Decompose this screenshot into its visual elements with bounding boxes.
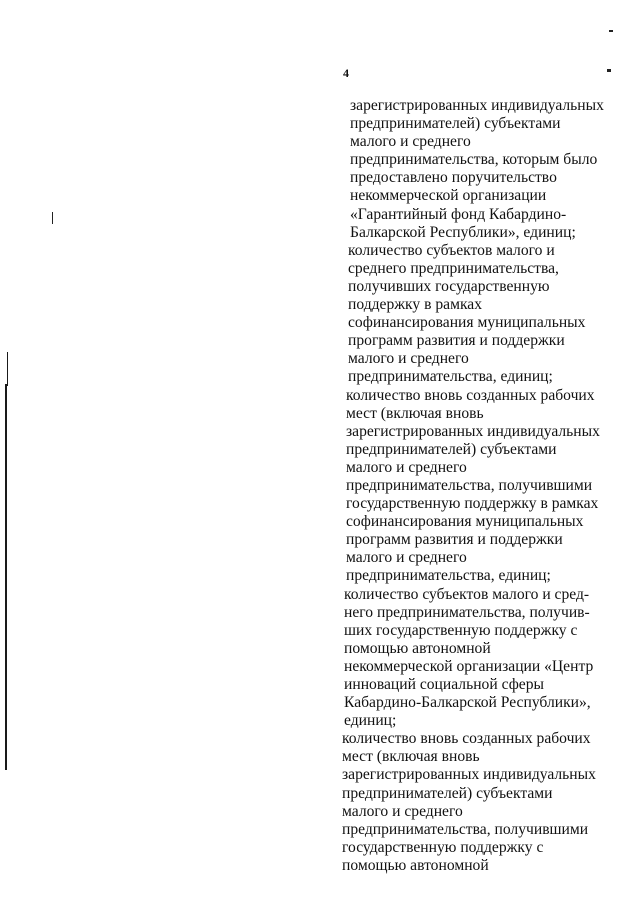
text-line: ших государственную поддержку с bbox=[344, 621, 578, 639]
text-line: количество вновь созданных рабочих bbox=[346, 386, 595, 404]
text-line: него предпринимательства, получив- bbox=[344, 603, 590, 621]
scan-speck bbox=[609, 30, 613, 32]
text-line: софинансирования муниципальных bbox=[348, 314, 586, 332]
text-line: зарегистрированных индивидуальных bbox=[346, 422, 600, 440]
body-text bbox=[340, 97, 630, 875]
text-line: программ развития и поддержки bbox=[346, 531, 563, 549]
text-line: малого и среднего bbox=[342, 802, 463, 820]
text-line: Балкарской Республики», единиц; bbox=[350, 223, 576, 241]
text-line: малого и среднего bbox=[346, 458, 467, 476]
text-line: мест (включая вновь bbox=[342, 748, 480, 766]
text-line: программ развития и поддержки bbox=[348, 332, 565, 350]
text-line: государственную поддержку в рамках bbox=[346, 495, 599, 513]
text-line: количество субъектов малого и bbox=[348, 241, 555, 259]
text-line: предпринимателей) субъектами bbox=[350, 115, 561, 133]
text-line: некоммерческой организации bbox=[350, 187, 547, 205]
text-line: зарегистрированных индивидуальных bbox=[350, 97, 604, 114]
text-line: малого и среднего bbox=[350, 133, 471, 151]
text-line: помощью автономной bbox=[344, 639, 491, 657]
text-line: Кабардино-Балкарской Республики», bbox=[344, 694, 591, 712]
scan-edge-mark bbox=[7, 352, 8, 386]
text-line: мест (включая вновь bbox=[346, 404, 484, 422]
text-line: предпринимательства, которым было bbox=[350, 151, 598, 169]
text-line: предпринимательства, единиц; bbox=[346, 567, 551, 585]
text-line: количество субъектов малого и сред- bbox=[344, 585, 590, 603]
scan-edge-line bbox=[5, 384, 7, 770]
text-line: предоставлено поручительство bbox=[350, 169, 557, 187]
text-line: предпринимательства, единиц; bbox=[348, 368, 553, 386]
text-line: зарегистрированных индивидуальных bbox=[342, 766, 596, 784]
page-number: 4 bbox=[343, 66, 349, 80]
text-line: софинансирования муниципальных bbox=[346, 513, 584, 531]
text-line: малого и среднего bbox=[346, 549, 467, 567]
text-line: единиц; bbox=[344, 712, 397, 730]
text-line: получивших государственную bbox=[348, 277, 550, 295]
text-line: поддержку в рамках bbox=[348, 296, 483, 314]
text-line: некоммерческой организации «Центр bbox=[344, 657, 594, 675]
text-line: «Гарантийный фонд Кабардино- bbox=[350, 205, 567, 223]
text-line: помощью автономной bbox=[342, 856, 489, 874]
text-line: предпринимательства, получившими bbox=[342, 820, 589, 838]
text-line: инноваций социальной сферы bbox=[344, 676, 545, 693]
scan-speck bbox=[607, 69, 611, 72]
text-line: среднего предпринимательства, bbox=[348, 259, 559, 277]
text-line: количество вновь созданных рабочих bbox=[342, 730, 591, 748]
text-line: государственную поддержку с bbox=[342, 838, 544, 856]
text-line: предпринимателей) субъектами bbox=[342, 784, 553, 802]
scan-speck bbox=[52, 212, 53, 224]
text-line: предпринимательства, получившими bbox=[346, 476, 593, 494]
text-line: малого и среднего bbox=[348, 350, 469, 368]
text-line: предпринимателей) субъектами bbox=[346, 440, 557, 458]
